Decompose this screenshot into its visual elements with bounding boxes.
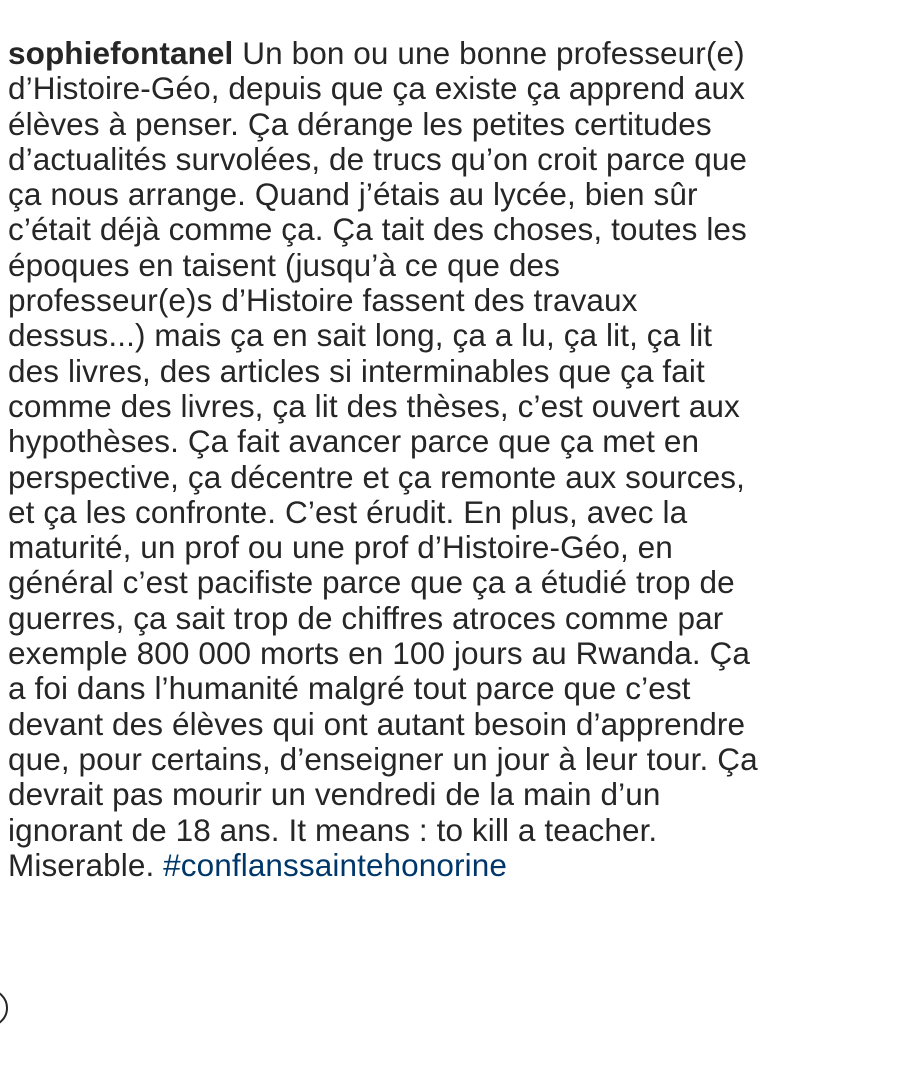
caption-line: que, pour certains, d’enseigner un jour à leur tour. Ça [8,740,758,777]
caption-text: Un bon ou une bonne professeur(e) [242,35,745,71]
caption-line [8,36,908,71]
caption-line: guerres, ça sait trop de chiffres atroces comme par [8,599,724,636]
post-caption [8,36,908,883]
caption-line: ignorant de 18 ans. It means : to kill a teacher. [8,811,658,848]
caption-line: général c’est pacifiste parce que ça a étudié trop de [8,564,735,601]
caption-line: professeur(e)s d’Histoire fassent des travaux [8,282,638,319]
caption-line: a foi dans l’humanité malgré tout parce que c’est [8,670,691,707]
caption-line: d’actualités survolées, de trucs qu’on croit parce que [8,140,748,177]
caption-line: dessus...) mais ça en sait long, ça a lu, ça lit, ça lit [8,317,713,354]
avatar[interactable] [0,989,8,1027]
caption-line: devant des élèves qui ont autant besoin d’apprendre [8,705,746,742]
caption-line: époques en taisent (jusqu’à ce que des [8,246,560,283]
caption-line: exemple 800 000 morts en 100 jours au Rwanda. Ça [8,635,750,672]
caption-line: d’Histoire-Géo, depuis que ça existe ça apprend aux [8,70,746,107]
caption-line: ça nous arrange. Quand j’étais au lycée, bien sûr [8,176,698,213]
caption-line [8,848,908,883]
caption-line: perspective, ça décentre et ça remonte aux sources, [8,458,745,495]
caption-line: élèves à penser. Ça dérange les petites certitudes [8,105,712,142]
username-link[interactable]: sophiefontanel [8,35,234,71]
caption-line: des livres, des articles si interminables que ça fait [8,352,705,389]
caption-line: comme des livres, ça lit des thèses, c’est ouvert aux [8,387,740,424]
hashtag-link[interactable]: #conflanssaintehonorine [163,846,507,883]
caption-text: Miserable. [8,846,164,883]
caption-line: maturité, un prof ou une prof d’Histoire-Géo, en [8,529,673,566]
caption-line: devrait pas mourir un vendredi de la main d’un [8,776,661,813]
caption-line: hypothèses. Ça fait avancer parce que ça met en [8,423,700,460]
caption-line: et ça les confronte. C’est érudit. En plus, avec la [8,493,688,530]
caption-line: c’était déjà comme ça. Ça tait des choses, toutes les [8,211,747,248]
